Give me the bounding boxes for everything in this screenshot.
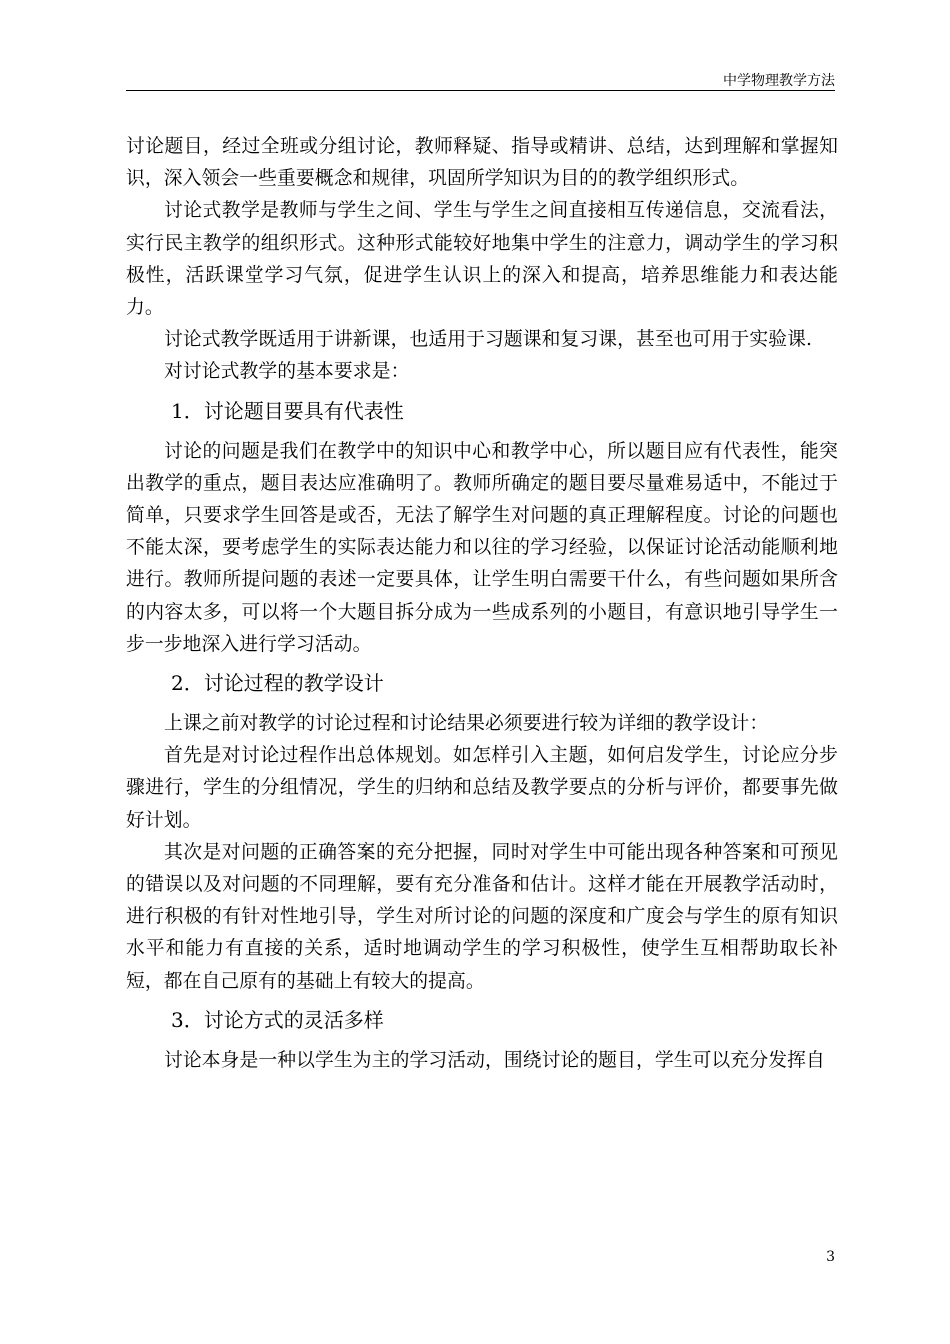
section-heading-1: 1．讨论题目要具有代表性: [171, 398, 404, 423]
page-number: 3: [826, 1249, 835, 1265]
section-heading-2: 2．讨论过程的教学设计: [171, 671, 384, 696]
paragraph: 讨论题目，经过全班或分组讨论，教师释疑、指导或精讲、总结，达到理解和掌握知识，深入领会一些重要概念和规律，巩固所学知识为目的的教学组织形式。: [126, 136, 838, 190]
paragraph: 上课之前对教学的讨论过程和讨论结果必须要进行较为详细的教学设计：: [164, 713, 769, 735]
paragraph: 对讨论式教学的基本要求是：: [164, 361, 410, 383]
body-text: [126, 131, 838, 1077]
header-rule: [126, 90, 835, 91]
paragraph: 讨论本身是一种以学生为主的学习活动，围绕讨论的题目，学生可以充分发挥自: [164, 1049, 825, 1071]
paragraph: 其次是对问题的正确答案的充分把握，同时对学生中可能出现各种答案和可预见的错误以及对问题的不同理解，要有充分准备和估计。这样才能在开展教学活动时，进行积极的有针对性地引导，学生对所讨论的问题的深度和广度会与学生的原有知识水平和能力有直接的关系，适时地调动学生的学习积极性，使学生互相帮助取长补短，都在自己原有的基础上有较大的提高。: [126, 841, 838, 992]
running-header: 中学物理教学方法: [723, 73, 835, 89]
section-heading-3: 3．讨论方式的灵活多样: [171, 1007, 384, 1032]
paragraph: 讨论式教学既适用于讲新课，也适用于习题课和复习课，甚至也可用于实验课.: [164, 329, 813, 351]
paragraph: 首先是对讨论过程作出总体规划。如怎样引入主题，如何启发学生，讨论应分步骤进行，学生的分组情况，学生的归纳和总结及教学要点的分析与评价，都要事先做好计划。: [126, 745, 838, 831]
paragraph: 讨论的问题是我们在教学中的知识中心和教学中心，所以题目应有代表性，能突出教学的重点，题目表达应准确明了。教师所确定的题目要尽量难易适中，不能过于简单，只要求学生回答是或否，无法了解学生对问题的真正理解程度。讨论的问题也不能太深，要考虑学生的实际表达能力和以往的学习经验，以保证讨论活动能顺利地进行。教师所提问题的表述一定要具体，让学生明白需要干什么，有些问题如果所含的内容太多，可以将一个大题目拆分成为一些成系列的小题目，有意识地引导学生一步一步地深入进行学习活动。: [126, 440, 838, 655]
paragraph: 讨论式教学是教师与学生之间、学生与学生之间直接相互传递信息，交流看法，实行民主教学的组织形式。这种形式能较好地集中学生的注意力，调动学生的学习积极性，活跃课堂学习气氛，促进学生认识上的深入和提高，培养思维能力和表达能力。: [126, 200, 838, 319]
